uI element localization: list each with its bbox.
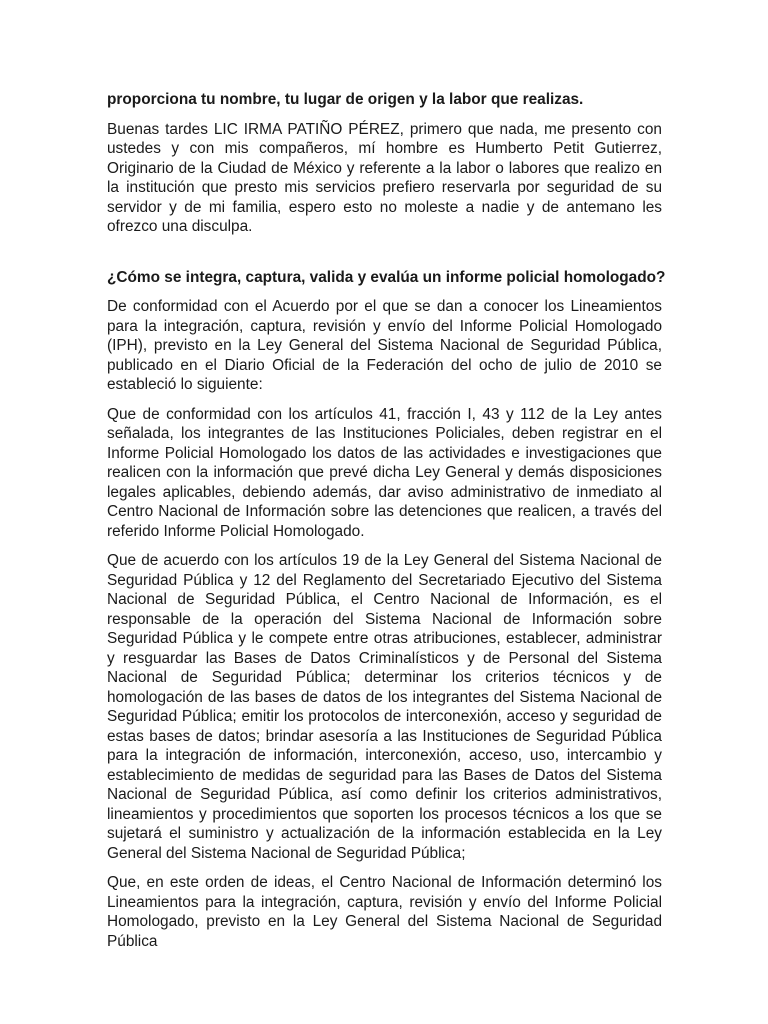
document-page <box>107 90 666 961</box>
body-paragraph: Que de conformidad con los artículos 41, fracción I, 43 y 112 de la Ley antes señalada, los integrantes de las Instituciones Policiales, deben registrar en el Informe Policial Homologado los datos de las actividades e investigaciones que realicen con la información que prevé dicha Ley General y demás disposiciones legales aplicables, debiendo además, dar aviso administrativo de inmediato al Centro Nacional de Información sobre las detenciones que realicen, a través del referido Informe Policial Homologado. <box>107 405 662 540</box>
body-paragraph: De conformidad con el Acuerdo por el que se dan a conocer los Lineamientos para la integración, captura, revisión y envío del Informe Policial Homologado (IPH), previsto en la Ley General del Sistema Nacional de Seguridad Pública, publicado en el Diario Oficial de la Federación del ocho de julio de 2010 se estableció lo siguiente: <box>107 298 662 393</box>
body-paragraph: Que de acuerdo con los artículos 19 de la Ley General del Sistema Nacional de Seguridad Pública y 12 del Reglamento del Secretariado Ejecutivo del Sistema Nacional de Seguridad Pública, el Centro Nacional de Información, es el responsable de la operación del Sistema Nacional de Información sobre Seguridad Pública y le compete entre otras atribuciones, establecer, administrar y resguardar las Bases de Datos Criminalísticos y de Personal del Sistema Nacional de Seguridad Pública; determinar los criterios técnicos y de homologación de las bases de datos de los integrantes del Sistema Nacional de Seguridad Pública; emitir los protocolos de interconexión, acceso y seguridad de estas bases de datos; brindar asesoría a las Instituciones de Seguridad Pública para la integración de información, interconexión, acceso, uso, intercambio y establecimiento de medidas de seguridad para las Bases de Datos del Sistema Nacional de Seguridad Pública, así como definir los criterios administrativos, lineamientos y procedimientos que soporten los procesos técnicos a los que se sujetará el suministro y actualización de la información establecida en la Ley General del Sistema Nacional de Seguridad Pública; <box>107 552 662 862</box>
answer-paragraph: Buenas tardes LIC IRMA PATIÑO PÉREZ, primero que nada, me presento con ustedes y con mis compañeros, mí hombre es Humberto Petit Gutierrez, Originario de la Ciudad de México y referente a la labor o labores que realizo en la institución que presto mis servicios prefiero reservarla por seguridad de su servidor y de mi familia, espero esto no moleste a nadie y de antemano les ofrezco una disculpa. <box>107 120 662 235</box>
body-paragraph: Que, en este orden de ideas, el Centro Nacional de Información determinó los Lineamientos para la integración, captura, revisión y envío del Informe Policial Homologado, previsto en la Ley General del Sistema Nacional de Seguridad Pública <box>107 874 662 950</box>
question-heading: proporciona tu nombre, tu lugar de origen y la labor que realizas. <box>107 91 584 108</box>
section-spacer <box>107 247 662 268</box>
question-heading: ¿Cómo se integra, captura, valida y evalúa un informe policial homologado? <box>107 268 666 286</box>
